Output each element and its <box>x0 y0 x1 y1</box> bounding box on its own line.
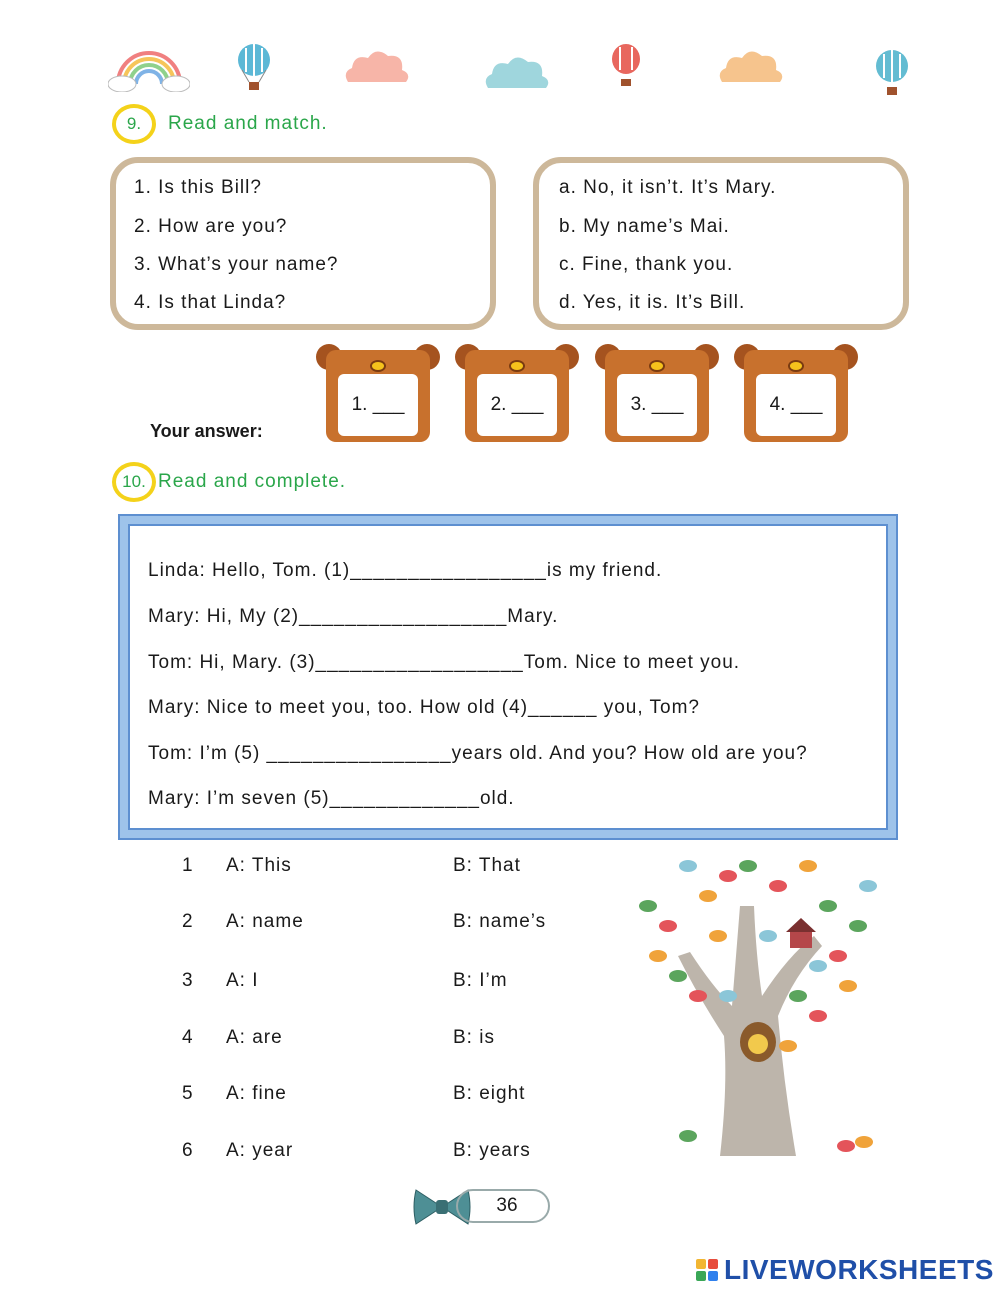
answer-slot-text: 1. ___ <box>338 374 418 436</box>
option-b[interactable]: B: is <box>453 1027 495 1048</box>
your-answer-label: Your answer: <box>150 421 263 441</box>
section-number: 10. <box>122 472 146 491</box>
section-title: Read and match. <box>168 113 328 134</box>
logo-mark-icon <box>696 1259 718 1281</box>
section-number-badge <box>112 104 156 144</box>
answer-slot-text: 2. ___ <box>477 374 557 436</box>
section-number: 9. <box>126 114 142 133</box>
question-item: 1. Is this Bill? <box>134 177 262 198</box>
option-b[interactable]: B: I’m <box>453 970 508 991</box>
option-b[interactable]: B: years <box>453 1140 531 1161</box>
answer-item: b. My name’s Mai. <box>559 216 730 237</box>
answer-slot-text: 4. ___ <box>756 374 836 436</box>
answer-item: d. Yes, it is. It’s Bill. <box>559 292 746 313</box>
answer-slot-2[interactable] <box>455 344 579 444</box>
answer-slot-4[interactable] <box>734 344 858 444</box>
orange-cloud-icon <box>716 46 786 86</box>
dialogue-line: Tom: I’m (5) ________________years old. And you? How old are you? <box>148 743 808 764</box>
dialogue-line: Linda: Hello, Tom. (1)_________________is my friend. <box>148 560 663 581</box>
section-number-badge <box>112 462 156 502</box>
option-row <box>0 1083 600 1109</box>
option-a[interactable]: A: are <box>226 1027 283 1048</box>
option-number: 2 <box>182 911 194 932</box>
dialogue-line: Mary: I’m seven (5)_____________old. <box>148 788 515 809</box>
bear-frame-icon <box>788 360 804 372</box>
option-a[interactable]: A: name <box>226 911 304 932</box>
answers-box <box>533 157 909 330</box>
question-item: 4. Is that Linda? <box>134 292 287 313</box>
page-number-text: 36 <box>496 1195 518 1216</box>
option-b[interactable]: B: That <box>453 855 521 876</box>
option-number: 1 <box>182 855 194 876</box>
logo-text: LIVEWORKSHEETS <box>724 1254 994 1285</box>
liveworksheets-logo[interactable] <box>696 1254 994 1286</box>
rainbow-cloud-icon <box>108 48 190 92</box>
blue-balloon-icon <box>874 50 910 96</box>
bear-frame-icon <box>509 360 525 372</box>
option-a[interactable]: A: year <box>226 1140 294 1161</box>
bear-frame-icon <box>649 360 665 372</box>
option-row <box>0 911 600 937</box>
hot-air-balloon-icon <box>236 44 272 92</box>
option-number: 4 <box>182 1027 194 1048</box>
option-a[interactable]: A: I <box>226 970 259 991</box>
bear-frame-icon <box>370 360 386 372</box>
option-number: 6 <box>182 1140 194 1161</box>
answer-item: c. Fine, thank you. <box>559 254 734 275</box>
dialogue-frame <box>120 516 896 838</box>
section-10-header <box>112 462 346 502</box>
page-number <box>456 1189 550 1223</box>
answer-item: a. No, it isn’t. It’s Mary. <box>559 177 777 198</box>
dialogue-line: Mary: Hi, My (2)__________________Mary. <box>148 606 559 627</box>
option-a[interactable]: A: This <box>226 855 292 876</box>
section-title: Read and complete. <box>158 471 347 492</box>
option-number: 3 <box>182 970 194 991</box>
blue-cloud-icon <box>482 52 552 92</box>
answer-slot-1[interactable] <box>316 344 440 444</box>
tree-illustration <box>628 846 880 1162</box>
red-balloon-icon <box>610 44 642 88</box>
option-number: 5 <box>182 1083 194 1104</box>
option-b[interactable]: B: eight <box>453 1083 526 1104</box>
option-row <box>0 970 600 996</box>
option-row <box>0 1027 600 1053</box>
dialogue-line: Mary: Nice to meet you, too. How old (4)______ you, Tom? <box>148 697 701 718</box>
pink-cloud-icon <box>342 46 412 86</box>
questions-box <box>110 157 496 330</box>
answer-slot-3[interactable] <box>595 344 719 444</box>
option-a[interactable]: A: fine <box>226 1083 287 1104</box>
question-item: 3. What’s your name? <box>134 254 339 275</box>
option-row <box>0 855 600 881</box>
question-item: 2. How are you? <box>134 216 288 237</box>
option-b[interactable]: B: name’s <box>453 911 547 932</box>
section-9-header <box>112 104 328 144</box>
dialogue-line: Tom: Hi, Mary. (3)__________________Tom. Nice to meet you. <box>148 652 741 673</box>
answer-slot-text: 3. ___ <box>617 374 697 436</box>
option-row <box>0 1140 600 1166</box>
